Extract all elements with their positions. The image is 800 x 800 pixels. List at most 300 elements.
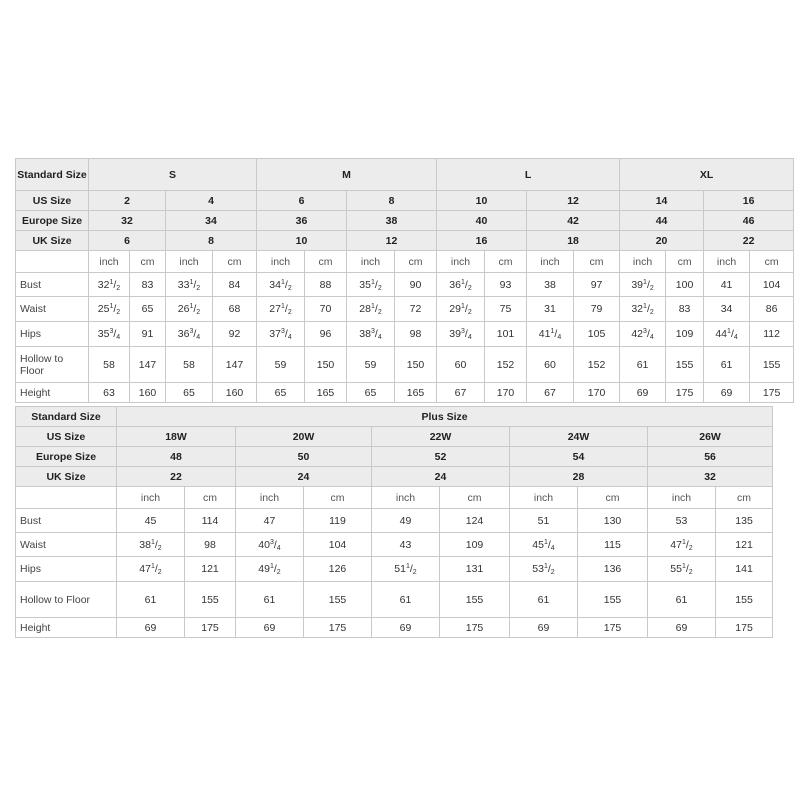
unit-cm: cm [395,251,437,273]
fraction-denominator: 2 [377,284,382,292]
inch-value [620,383,666,403]
fraction-numerator: 1 [370,303,375,310]
plus-us-size-row [16,427,773,447]
fraction-numerator: 3 [460,328,465,335]
us-size-cell: 8 [347,191,437,211]
inch-whole: 55 [670,563,682,575]
unit-inch: inch [704,251,750,273]
inch-whole: 69 [399,621,412,634]
cm-value: 105 [574,322,620,347]
fraction-slash: / [730,328,734,340]
inch-value [648,509,716,533]
inch-whole: 38 [359,328,371,340]
inch-whole: 61 [263,593,276,606]
fraction-denominator: 2 [116,309,121,316]
measurement-row [16,383,794,403]
plus-europe-size-label: Europe Size [16,447,117,467]
inch-whole: 29 [449,303,461,315]
measurement-label: Hips [16,557,117,582]
unit-cm: cm [485,251,527,273]
fraction-numerator: 1 [280,303,285,310]
fraction-denominator: 2 [157,544,162,552]
fraction-denominator: 2 [467,284,472,292]
unit-inch: inch [648,487,716,509]
cm-value: 114 [185,509,236,533]
plus-uk-size-cell: 24 [372,467,510,487]
us-size-cell: 2 [89,191,166,211]
inch-value [347,273,395,297]
inch-whole: 61 [636,358,649,371]
fraction-numerator: 1 [189,303,194,310]
inch-whole: 45 [144,514,157,527]
inch-value [166,347,213,383]
cm-value: 155 [440,582,510,618]
cm-value: 70 [305,297,347,322]
fraction-slash: / [374,303,378,315]
plus-europe-size-cell: 56 [648,447,773,467]
fraction-slash: / [685,563,689,575]
unit-inch: inch [166,251,213,273]
cm-value: 130 [578,509,648,533]
inch-whole: 43 [399,538,412,551]
inch-value [510,509,578,533]
measurement-row [16,322,794,347]
europe-size-cell: 38 [347,211,437,231]
inch-value [620,297,666,322]
us-size-row [16,191,794,211]
fraction-slash: / [646,278,650,291]
unit-inch: inch [372,487,440,509]
fraction-numerator: 1 [643,278,647,286]
fraction-slash: / [374,278,378,291]
inch-whole: 59 [274,358,287,371]
fraction-slash: / [284,303,288,315]
inch-whole: 25 [97,303,110,315]
fraction-slash: / [284,328,288,340]
unit-row [16,487,773,509]
cm-value: 75 [485,297,527,322]
cm-value: 65 [130,297,166,322]
inch-whole: 58 [183,358,195,371]
inch-value [510,557,578,582]
fraction-slash: / [284,278,288,291]
inch-whole: 61 [537,593,550,606]
europe-size-cell: 40 [437,211,527,231]
cm-value: 98 [395,322,437,347]
uk-size-cell: 12 [347,231,437,251]
fraction-slash: / [113,328,117,340]
cm-value: 175 [304,618,372,638]
fraction-numerator: 1 [150,563,155,570]
fraction-numerator: 3 [109,328,114,335]
inch-value [648,533,716,557]
inch-value [117,533,185,557]
cm-value: 155 [304,582,372,618]
inch-whole: 49 [258,563,270,575]
inch-whole: 32 [631,303,644,315]
inch-whole: 67 [454,386,467,399]
unit-inch: inch [510,487,578,509]
size-group-s: S [89,159,257,191]
fraction-numerator: 1 [643,303,647,310]
us-size-cell: 14 [620,191,704,211]
unit-cm: cm [666,251,704,273]
measurement-label: Height [16,383,89,403]
inch-whole: 44 [715,328,728,340]
measurement-row [16,582,773,618]
cm-value: 136 [578,557,648,582]
inch-whole: 61 [675,593,688,606]
fraction-denominator: 2 [196,284,201,292]
cm-value: 150 [395,347,437,383]
inch-whole: 61 [399,593,412,606]
cm-value: 131 [440,557,510,582]
inch-whole: 34 [269,278,281,291]
fraction-slash: / [154,538,158,551]
inch-value [117,582,185,618]
standard-size-table [15,158,794,403]
plus-europe-size-cell: 50 [236,447,372,467]
plus-us-size-label: US Size [16,427,117,447]
uk-size-cell: 20 [620,231,704,251]
unit-row [16,251,794,273]
inch-value [437,383,485,403]
cm-value: 155 [666,347,704,383]
inch-whole: 60 [544,358,556,371]
inch-value [236,582,304,618]
fraction-numerator: 1 [550,328,555,335]
inch-value [347,347,395,383]
standard-measurements [16,251,794,403]
plus-uk-size-row [16,467,773,487]
inch-whole: 65 [274,386,287,399]
unit-inch: inch [527,251,574,273]
inch-whole: 33 [177,278,190,291]
inch-whole: 53 [532,563,544,575]
cm-value: 126 [304,557,372,582]
fraction-denominator: 2 [287,284,292,292]
inch-value [166,297,213,322]
cm-value: 97 [574,273,620,297]
fraction-numerator: 1 [370,278,375,286]
inch-value [117,557,185,582]
plus-uk-size-cell: 22 [117,467,236,487]
fraction-slash: / [154,563,158,575]
inch-value [510,582,578,618]
inch-whole: 61 [720,358,733,371]
fraction-denominator: 2 [157,569,162,576]
inch-value [648,582,716,618]
size-group-xl: XL [620,159,794,191]
unit-inch: inch [117,487,185,509]
plus-europe-size-row [16,447,773,467]
size-group-row [16,159,794,191]
inch-whole: 36 [449,278,461,291]
cm-value: 175 [716,618,773,638]
europe-size-cell: 34 [166,211,257,231]
cm-value: 135 [716,509,773,533]
fraction-slash: / [374,328,378,340]
measurement-label: Height [16,618,117,638]
fraction-denominator: 4 [467,334,472,341]
fraction-denominator: 2 [688,569,693,576]
fraction-slash: / [113,278,117,291]
inch-whole: 42 [631,328,644,340]
inch-value [510,618,578,638]
plus-uk-size-label: UK Size [16,467,117,487]
plus-us-size-cell: 18W [117,427,236,447]
unit-row-label [16,487,117,509]
fraction-numerator: 1 [681,563,686,570]
cm-value: 175 [185,618,236,638]
unit-cm: cm [578,487,648,509]
fraction-numerator: 1 [543,538,548,546]
inch-whole: 53 [675,514,688,527]
inch-value [372,557,440,582]
measurement-label: Waist [16,297,89,322]
fraction-denominator: 4 [276,544,281,552]
inch-value [704,383,750,403]
unit-inch: inch [257,251,305,273]
cm-value: 83 [666,297,704,322]
inch-value [89,347,130,383]
fraction-slash: / [273,538,277,551]
fraction-slash: / [646,328,650,340]
fraction-denominator: 4 [649,334,654,341]
unit-cm: cm [213,251,257,273]
inch-value [236,533,304,557]
inch-whole: 63 [103,386,115,399]
uk-size-cell: 22 [704,231,794,251]
plus-uk-size-cell: 28 [510,467,648,487]
cm-value: 170 [485,383,527,403]
fraction-numerator: 1 [280,278,285,286]
inch-whole: 49 [399,514,412,527]
cm-value: 150 [305,347,347,383]
inch-whole: 40 [258,538,270,551]
cm-value: 175 [578,618,648,638]
fraction-numerator: 3 [189,328,194,335]
inch-value [510,533,578,557]
inch-value [347,383,395,403]
plus-uk-size-cell: 24 [236,467,372,487]
fraction-numerator: 1 [405,563,410,570]
inch-whole: 51 [537,514,550,527]
inch-value [527,347,574,383]
inch-value [257,297,305,322]
fraction-numerator: 3 [643,328,647,335]
cm-value: 175 [750,383,794,403]
unit-row-label [16,251,89,273]
cm-value: 84 [213,273,257,297]
size-group-l: L [437,159,620,191]
inch-value [527,297,574,322]
inch-value [257,273,305,297]
inch-whole: 69 [675,621,688,634]
inch-value [620,322,666,347]
inch-whole: 61 [144,593,157,606]
plus-us-size-cell: 26W [648,427,773,447]
inch-whole: 26 [177,303,190,315]
unit-inch: inch [620,251,666,273]
fraction-slash: / [685,538,689,551]
inch-value [527,322,574,347]
inch-whole: 69 [263,621,276,634]
cm-value: 100 [666,273,704,297]
inch-whole: 65 [183,386,195,399]
inch-whole: 27 [269,303,281,315]
unit-inch: inch [89,251,130,273]
fraction-numerator: 1 [269,563,274,570]
cm-value: 101 [485,322,527,347]
inch-value [89,383,130,403]
unit-cm: cm [716,487,773,509]
inch-whole: 34 [720,303,733,315]
fraction-slash: / [464,303,468,315]
fraction-denominator: 2 [649,284,654,292]
plus-standard-size-label: Standard Size [16,407,117,427]
measurement-row [16,618,773,638]
cm-value: 90 [395,273,437,297]
measurement-row [16,557,773,582]
inch-value [117,509,185,533]
fraction-slash: / [409,563,413,575]
inch-whole: 65 [364,386,377,399]
europe-size-cell: 32 [89,211,166,231]
inch-value [648,557,716,582]
fraction-slash: / [554,328,558,340]
fraction-numerator: 1 [189,278,194,286]
measurement-row [16,297,794,322]
fraction-denominator: 4 [377,334,382,341]
fraction-slash: / [464,278,468,291]
cm-value: 175 [666,383,704,403]
cm-value: 170 [574,383,620,403]
inch-value [704,273,750,297]
europe-size-cell: 36 [257,211,347,231]
cm-value: 104 [304,533,372,557]
europe-size-cell: 44 [620,211,704,231]
inch-whole: 47 [670,538,682,551]
uk-size-cell: 6 [89,231,166,251]
inch-whole: 32 [97,278,110,291]
us-size-cell: 6 [257,191,347,211]
cm-value: 92 [213,322,257,347]
unit-cm: cm [130,251,166,273]
fraction-numerator: 1 [109,278,114,286]
plus-measurements [16,487,773,638]
fraction-denominator: 2 [287,309,292,316]
inch-whole: 39 [449,328,461,340]
unit-cm: cm [574,251,620,273]
uk-size-cell: 10 [257,231,347,251]
cm-value: 109 [666,322,704,347]
fraction-numerator: 1 [109,303,114,310]
cm-value: 93 [485,273,527,297]
inch-value [89,297,130,322]
cm-value: 91 [130,322,166,347]
plus-group-row [16,407,773,427]
fraction-slash: / [464,328,468,340]
fraction-denominator: 2 [550,569,555,576]
inch-whole: 60 [454,358,467,371]
fraction-denominator: 2 [116,284,121,292]
cm-value: 119 [304,509,372,533]
plus-europe-size-cell: 48 [117,447,236,467]
fraction-denominator: 4 [550,544,555,552]
inch-whole: 36 [177,328,190,340]
inch-value [704,297,750,322]
measurement-row [16,347,794,383]
inch-whole: 67 [544,386,556,399]
cm-value: 155 [716,582,773,618]
fraction-numerator: 3 [370,328,375,335]
cm-value: 124 [440,509,510,533]
uk-size-row [16,231,794,251]
uk-size-cell: 18 [527,231,620,251]
inch-value [347,297,395,322]
unit-cm: cm [185,487,236,509]
inch-value [236,618,304,638]
inch-value [372,618,440,638]
inch-value [437,273,485,297]
cm-value: 83 [130,273,166,297]
measurement-row [16,533,773,557]
measurement-label: Hollow to Floor [16,347,89,383]
europe-size-cell: 46 [704,211,794,231]
cm-value: 160 [130,383,166,403]
fraction-slash: / [646,303,650,315]
inch-value [527,273,574,297]
uk-size-label: UK Size [16,231,89,251]
us-size-cell: 4 [166,191,257,211]
inch-value [704,347,750,383]
fraction-denominator: 2 [688,544,693,552]
fraction-numerator: 1 [681,538,686,546]
plus-europe-size-cell: 54 [510,447,648,467]
cm-value: 96 [305,322,347,347]
inch-whole: 35 [97,328,110,340]
uk-size-cell: 16 [437,231,527,251]
fraction-slash: / [193,303,197,315]
unit-cm: cm [750,251,794,273]
plus-us-size-cell: 24W [510,427,648,447]
inch-value [437,347,485,383]
inch-value [166,383,213,403]
inch-whole: 45 [532,538,544,551]
inch-whole: 35 [359,278,371,291]
cm-value: 121 [185,557,236,582]
measurement-row [16,509,773,533]
inch-whole: 58 [103,358,115,371]
measurement-row [16,273,794,297]
unit-inch: inch [236,487,304,509]
fraction-slash: / [113,303,117,315]
fraction-denominator: 2 [467,309,472,316]
unit-cm: cm [440,487,510,509]
inch-whole: 37 [269,328,281,340]
inch-value [166,322,213,347]
fraction-numerator: 1 [150,538,155,546]
fraction-denominator: 4 [733,334,738,341]
us-size-cell: 10 [437,191,527,211]
inch-whole: 59 [364,358,377,371]
cm-value: 160 [213,383,257,403]
fraction-slash: / [547,538,551,551]
cm-value: 155 [750,347,794,383]
inch-value [89,322,130,347]
inch-whole: 69 [636,386,649,399]
